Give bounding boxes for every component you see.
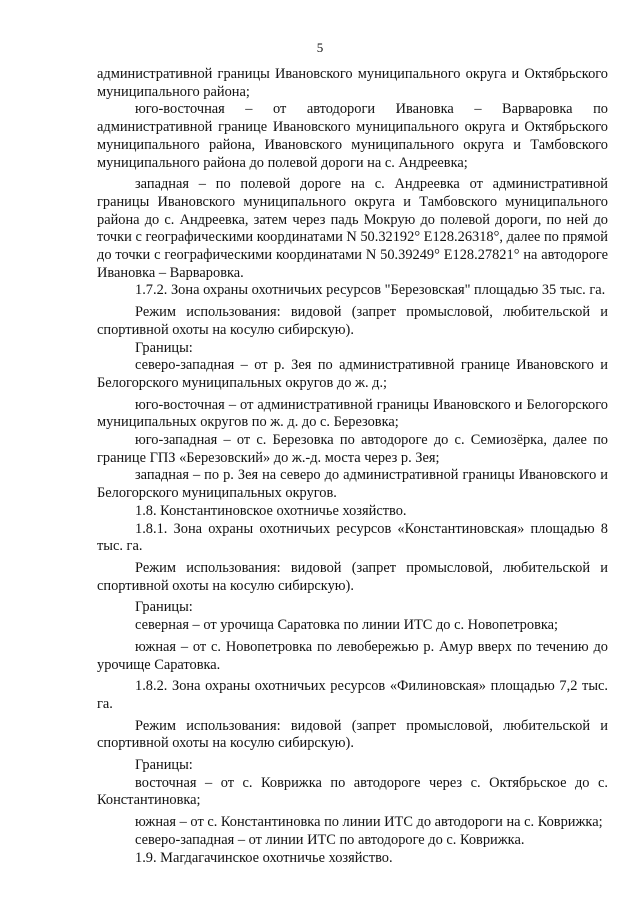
- paragraph-south-border: южная – от с. Новопетровка по левобережью р. Амур вверх по течению до урочище Саратовка.: [97, 638, 608, 673]
- paragraph-south-west-border: юго-западная – от с. Березовка по автодороге до с. Семиозёрка, далее по границе ГПЗ «Березовский» до ж.-д. моста через р. Зея;: [97, 432, 608, 466]
- section-heading-1-7-2: 1.7.2. Зона охраны охотничьих ресурсов "Березовская" площадью 35 тыс. га.: [135, 282, 606, 299]
- paragraph-borders-label: Границы:: [135, 339, 193, 356]
- paragraph-usage-regime-2: Режим использования: видовой (запрет промысловой, любительской и спортивной охоты на косулю сибирскую).: [97, 559, 608, 594]
- paragraph-south-east-border-2: юго-восточная – от административной границы Ивановского и Белогорского муниципальных округов по ж. д. до с. Березовка;: [97, 396, 608, 431]
- paragraph-south-east-border: юго-восточная – от автодороги Ивановка – Варваровка по административной границе Ивановского муниципального округа и Октябрьского муниципального района, Ивановского муниципального округа и Тамбовского муниципального района до полевой дороги на с. Андреевка;: [97, 101, 608, 171]
- document-body: [97, 66, 608, 867]
- paragraph-admin-border-continuation: административной границы Ивановского муниципального округа и Октябрьского муниципального района;: [97, 66, 608, 100]
- paragraph-usage-regime: Режим использования: видовой (запрет промысловой, любительской и спортивной охоты на косулю сибирскую).: [97, 304, 608, 338]
- paragraph-borders-label-2: Границы:: [135, 599, 193, 616]
- page-number: 5: [316, 40, 324, 55]
- section-heading-1-9: 1.9. Магдагачинское охотничье хозяйство.: [135, 849, 393, 866]
- paragraph-west-border-2: западная – по р. Зея на северо до административной границы Ивановского и Белогорского муниципальных округов.: [97, 467, 608, 502]
- paragraph-north-west-border-2: северо-западная – от линии ИТС по автодороге до с. Коврижка.: [135, 831, 525, 848]
- section-heading-1-8-1: 1.8.1. Зона охраны охотничьих ресурсов «Константиновская» площадью 8 тыс. га.: [97, 520, 608, 555]
- paragraph-north-west-border: северо-западная – от р. Зея по административной границе Ивановского и Белогорского муниципальных округов до ж. д.;: [97, 357, 608, 391]
- paragraph-east-border: восточная – от с. Коврижка по автодороге через с. Октябрьское до с. Константиновка;: [97, 774, 608, 809]
- paragraph-south-border-2: южная – от с. Константиновка по линии ИТС до автодороги на с. Коврижка;: [135, 814, 603, 831]
- section-heading-1-8-2: 1.8.2. Зона охраны охотничьих ресурсов «Филиновская» площадью 7,2 тыс. га.: [97, 678, 608, 712]
- section-heading-1-8: 1.8. Константиновское охотничье хозяйство.: [135, 502, 407, 519]
- paragraph-usage-regime-3: Режим использования: видовой (запрет промысловой, любительской и спортивной охоты на косулю сибирскую).: [97, 717, 608, 752]
- paragraph-borders-label-3: Границы:: [135, 757, 193, 774]
- paragraph-west-border: западная – по полевой дороге на с. Андреевка от административной границы Ивановского муниципального округа и Тамбовского муниципального района до с. Андреевка, затем через падь Мокрую до полевой дороги, по ней до точки с географическими координатами N 50.32192° E128.26318°, далее по прямой до точки с географическими координатами N 50.39249° E128.27821° на автодороге Ивановка – Варваровка.: [97, 176, 608, 281]
- paragraph-north-border: северная – от урочища Саратовка по линии ИТС до с. Новопетровка;: [135, 617, 559, 634]
